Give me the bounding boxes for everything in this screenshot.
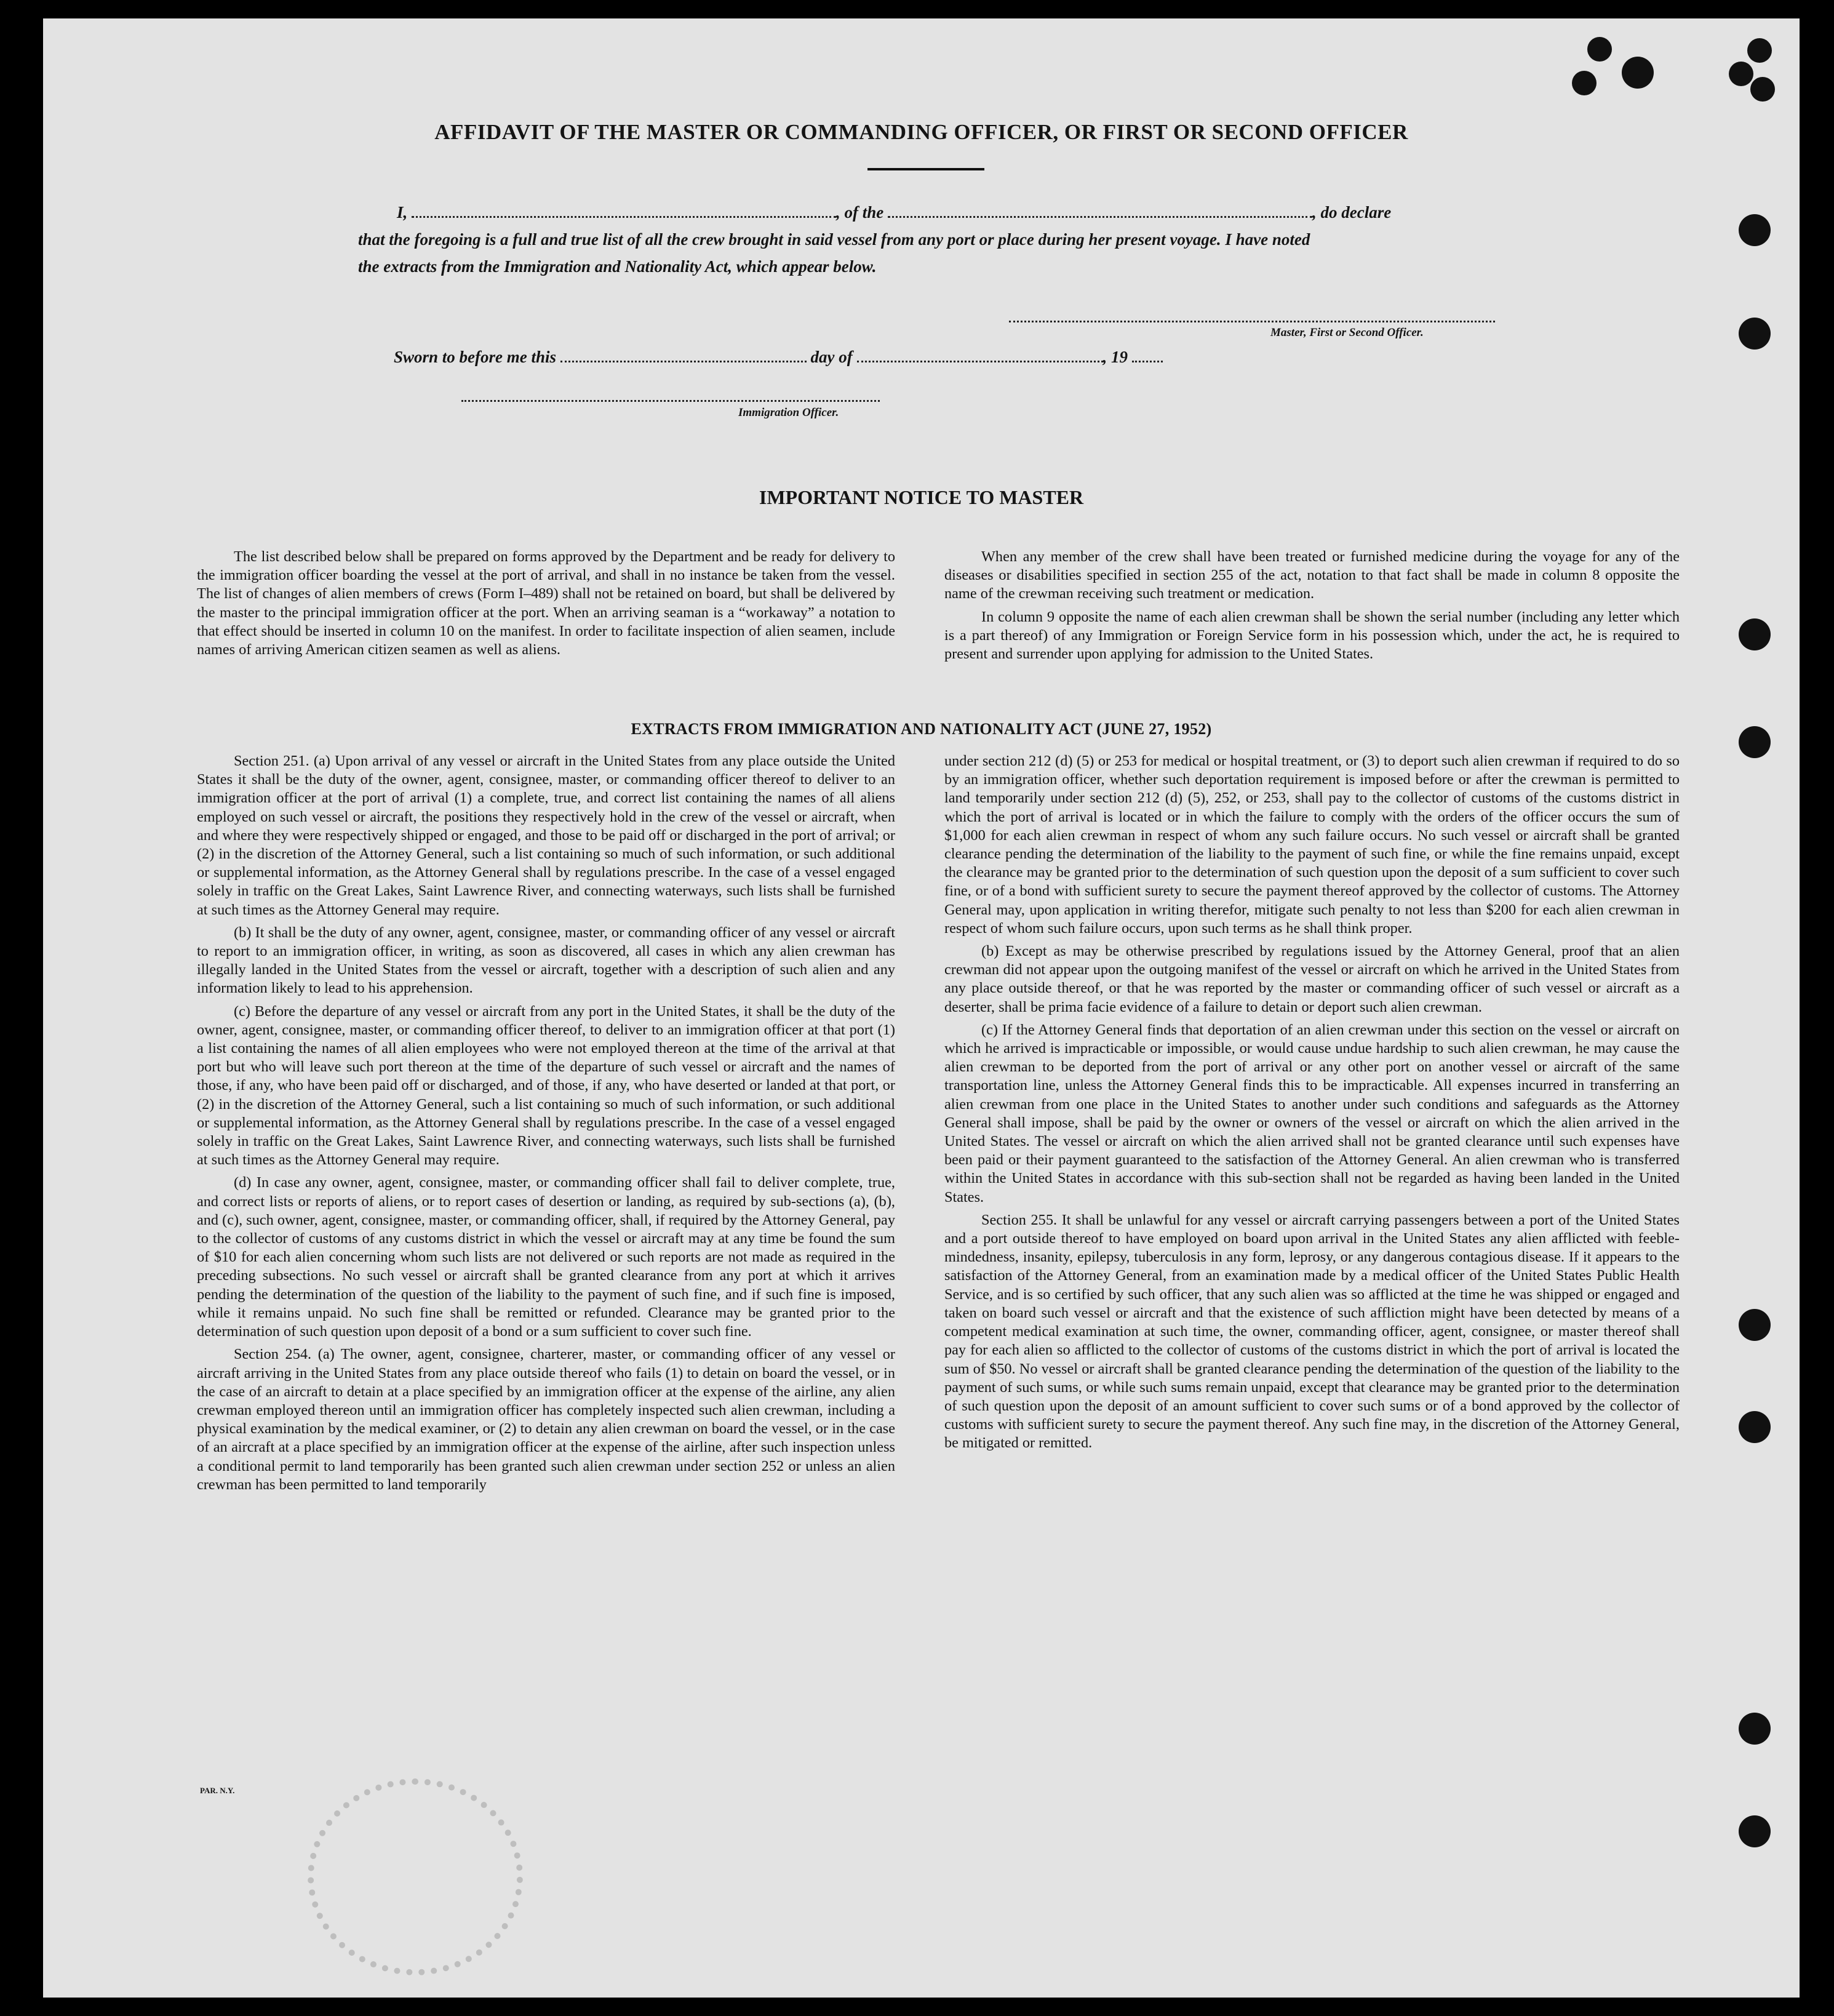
section-paragraph: (b) Except as may be otherwise prescribed by regulations issued by the Attorney General, proof that an alien crewman did not appear upon the outgoing manifest of the vessel or aircraft on which he arrived in the United States from any place outside thereof, or that he was reported by the master or commanding officer of such vessel or aircraft as a deserter, shall be prima facie evidence of a failure to detain or deport such alien crewman. — [944, 943, 1680, 1015]
punch-hole — [1572, 71, 1597, 95]
i-label: I, — [397, 203, 408, 222]
affidavit-line-3: the extracts from the Immigration and Nationality Act, which appear below. — [358, 257, 877, 276]
notice-right-paragraph: In column 9 opposite the name of each alien crewman shall be shown the serial number (including any letter which is a part thereof) of any Immigration or Foreign Service form in his possession which, under the act, he is required to present and surrender upon applying for admission to the United States. — [944, 608, 1680, 663]
punch-hole — [1587, 37, 1612, 62]
sworn-day-field[interactable] — [560, 348, 807, 362]
sworn-month-field[interactable] — [857, 348, 1103, 362]
affidavit-title: AFFIDAVIT OF THE MASTER OR COMMANDING OFFICER, OR FIRST OR SECOND OFFICER — [434, 120, 1408, 144]
title-rule — [867, 168, 984, 170]
sworn-label: Sworn to before me this — [394, 348, 557, 366]
punch-hole — [1739, 214, 1771, 246]
affidavit-declaration-line — [397, 203, 1391, 222]
section-paragraph: Section 254. (a) The owner, agent, consignee, charterer, master, or commanding officer of any vessel or aircraft arriving in the United States from any place outside thereof who fails (1) to detain on board the vessel, or in the case of an aircraft to detain at a place specified by an immigration officer at the expense of the airline, any alien crewman employed thereon until an immigration officer has completely inspected such alien crewman, including a physical examination by the medical examiner, or (2) to detain any alien crewman on board the vessel, or in the case of an aircraft at a place specified by an immigration officer at the expense of the airline, after such inspection unless a conditional permit to land temporarily has been granted such alien crewman under section 252 or unless an alien crewman has been permitted to land temporarily — [197, 1346, 895, 1493]
notice-left-paragraph: The list described below shall be prepared on forms approved by the Department and be ready for delivery to the immigration officer boarding the vessel at the port of arrival, and shall in no instance be taken from the vessel. The list of changes of alien members of crews (Form I–489) shall not be retained on board, but shall be delivered by the master to the principal immigration officer at the port. When an arriving seaman is a “workaway” a notation to that effect should be inserted in column 10 on the manifest. In order to facilitate inspection of alien seamen, include names of arriving American citizen seamen as well as aliens. — [197, 548, 895, 658]
punch-hole — [1739, 1411, 1771, 1443]
notice-right-paragraph: When any member of the crew shall have been treated or furnished medicine during the voyage for any of the diseases or disabilities specified in section 255 of the act, notation to that fact shall be made in column 8 opposite the name of the crewman receiving such treatment or medication. — [944, 548, 1680, 602]
punch-hole — [1750, 77, 1775, 102]
section-paragraph: (c) If the Attorney General finds that deportation of an alien crewman under this section on the vessel or aircraft on which he arrived is impracticable or impossible, or would cause undue hardship to such alien crewman, he may cause the alien crewman to be deported from the port of arrival or any other port on another vessel or aircraft of the same transportation line, unless the Attorney General finds this to be impracticable. All expenses incurred in transferring an alien crewman from one place in the United States to another under such conditions and safeguards as the Attorney General shall impose, shall be paid by the owner or owners of the vessel or aircraft on which the alien arrived in the United States. The vessel or aircraft on which the alien arrived shall not be granted clearance until such expenses have been paid or their payment guaranteed to the satisfaction of the Attorney General. An alien crewman who is transferred within the United States in accordance with this sub-section shall not be regarded as having been landed in the United States. — [944, 1021, 1680, 1206]
section-paragraph: under section 212 (d) (5) or 253 for medical or hospital treatment, or (3) to deport such alien crewman if required to do so by an immigration officer, whether such deportation requirement is imposed before or after the crewman is permitted to land temporarily under section 212 (d) (5), 252, or 253, shall pay to the collector of customs of the customs district in which the port of arrival is located or in which the failure to comply with the orders of the officer occurs the sum of $1,000 for each alien crewman in respect of whom any such failure occurs. No such vessel or aircraft shall be granted clearance pending the determination of the liability to the payment of such fine, or while the fine remains unpaid, except the clearance may be granted prior to the determination of such question upon the deposit of a sum sufficient to cover such fine, or of a bond with sufficient surety to secure the payment thereof approved by the collector of customs. The Attorney General may, upon application in writing therefor, mitigate such penalty to not less than $200 for each alien crewman in respect of whom such failure occurs, upon such terms as he shall think proper. — [944, 753, 1680, 937]
extracts-left-column — [197, 752, 895, 1498]
do-declare-label: , do declare — [1312, 203, 1392, 222]
printer-mark: PAR. N.Y. — [200, 1786, 235, 1795]
sworn-year-field[interactable] — [1132, 348, 1163, 362]
immigration-officer-signature-line[interactable] — [461, 400, 880, 402]
form-page — [43, 18, 1800, 1998]
of-the-label: , of the — [836, 203, 884, 222]
sworn-line — [394, 348, 1163, 367]
punch-hole — [1739, 318, 1771, 350]
section-paragraph: (c) Before the departure of any vessel or aircraft from any port in the United States, it shall be the duty of the owner, agent, consignee, master, or commanding officer thereof, to deliver to an immigration officer at that port (1) a list containing the names of all alien employees who were not employed thereon at the time of the arrival at that port but who will leave such port thereon at the time of the departure of such vessel or aircraft and the names of those, if any, who have been paid off or discharged, and of those, if any, who have deserted or landed at that port, or (2) in the discretion of the Attorney General, such a list containing so much of such information, or such additional or supplemental information, as the Attorney General shall by regulations prescribe. In the case of a vessel engaged solely in traffic on the Great Lakes, Saint Lawrence River, and connecting waterways, such lists shall be furnished at such times as the Attorney General may require. — [197, 1002, 895, 1169]
punch-hole — [1747, 38, 1772, 63]
punch-hole — [1622, 57, 1654, 89]
master-signature-line[interactable] — [1009, 321, 1495, 322]
notice-right-column — [944, 548, 1680, 668]
immigration-officer-caption: Immigration Officer. — [738, 406, 839, 419]
punch-hole — [1739, 618, 1771, 650]
notice-left-column — [197, 548, 895, 663]
section-paragraph: Section 251. (a) Upon arrival of any vessel or aircraft in the United States from any place outside the United States it shall be the duty of the owner, agent, consignee, master, or commanding officer thereof to deliver to an immigration officer at the port of arrival (1) a complete, true, and correct list containing the names of all aliens employed on such vessel or aircraft, the positions they respectively hold in the crew of the vessel or aircraft, when and where they were respectively shipped or engaged, and those to be paid off or discharged in the port of arrival; or (2) in the discretion of the Attorney General, such a list containing so much of such information, or such additional or supplemental information, as the Attorney General shall by regulations prescribe. In the case of a vessel engaged solely in traffic on the Great Lakes, Saint Lawrence River, and connecting waterways, such lists shall be furnished at such times as the Attorney General may require. — [197, 753, 895, 918]
punch-hole — [1739, 1713, 1771, 1745]
affidavit-line-2: that the foregoing is a full and true list of all the crew brought in said vessel from any port or place during her present voyage. I have noted — [358, 230, 1310, 249]
notice-title: IMPORTANT NOTICE TO MASTER — [759, 486, 1084, 508]
extracts-right-column — [944, 752, 1680, 1457]
year-label: , 19 — [1102, 348, 1128, 366]
punch-hole — [1739, 1815, 1771, 1847]
section-paragraph: Section 255. It shall be unlawful for any vessel or aircraft carrying passengers between a port of the United States and a port outside thereof to have employed on board upon arrival in the United States any alien afflicted with feeble-mindedness, insanity, epilepsy, tuberculosis in any form, leprosy, or any dangerous contagious disease. If it appears to the satisfaction of the Attorney General, from an examination made by a medical officer of the United States Public Health Service, and is so certified by such officer, that any such alien was so afflicted at the time he was shipped or engaged and taken on board such vessel or aircraft and that the existence of such affliction might have been detected by means of a competent medical examination at such time, the owner, commanding officer, agent, consignee, or master thereof shall pay for each alien so afflicted to the collector of customs of the customs district in which the port of arrival is located the sum of $50. No vessel or aircraft shall be granted clearance pending the determination of the question of the liability to the payment of such sums, or while such sums remain unpaid, except that clearance may be granted prior to the determination of such question upon the deposit of an amount sufficient to cover such sums or of a bond approved by the collector of customs with sufficient surety to secure the payment thereof. Any such fine may, in the discretion of the Attorney General, be mitigated or remitted. — [944, 1211, 1680, 1452]
punch-hole — [1729, 62, 1753, 86]
punch-hole — [1739, 1309, 1771, 1341]
section-paragraph: (b) It shall be the duty of any owner, agent, consignee, master, or commanding officer of any vessel or aircraft to report to an immigration officer, in writing, as soon as discovered, all cases in which any alien crewman has illegally landed in the United States from the vessel or aircraft, together with a description of such alien and any information likely to lead to his apprehension. — [197, 924, 895, 997]
master-signature-caption: Master, First or Second Officer. — [1270, 326, 1424, 339]
section-paragraph: (d) In case any owner, agent, consignee, master, or commanding officer shall fail to deliver complete, true, and correct lists or reports of aliens, or to report cases of desertion or landing, as required by sub-sections (a), (b), and (c), such owner, agent, consignee, master, or commanding officer, shall, if required by the Attorney General, pay to the collector of customs of any customs district in which the vessel or aircraft may at any time be found the sum of $10 for each alien concerning whom such lists are not delivered or such reports are not made as required in the preceding subsections. No such vessel or aircraft shall be granted clearance from any port at which it arrives pending the determination of the question of the liability to the payment of such fine, and if such fine is imposed, while it remains unpaid. No such fine shall be remitted or refunded. Clearance may be granted prior to the determination of such question upon deposit of a bond or a sum sufficient to cover such fine. — [197, 1174, 895, 1340]
officer-name-field[interactable] — [412, 204, 836, 218]
extracts-title: EXTRACTS FROM IMMIGRATION AND NATIONALITY ACT (JUNE 27, 1952) — [631, 720, 1212, 738]
day-of-label: day of — [810, 348, 853, 366]
faded-stamp — [308, 1778, 523, 1975]
vessel-name-field[interactable] — [888, 204, 1312, 218]
